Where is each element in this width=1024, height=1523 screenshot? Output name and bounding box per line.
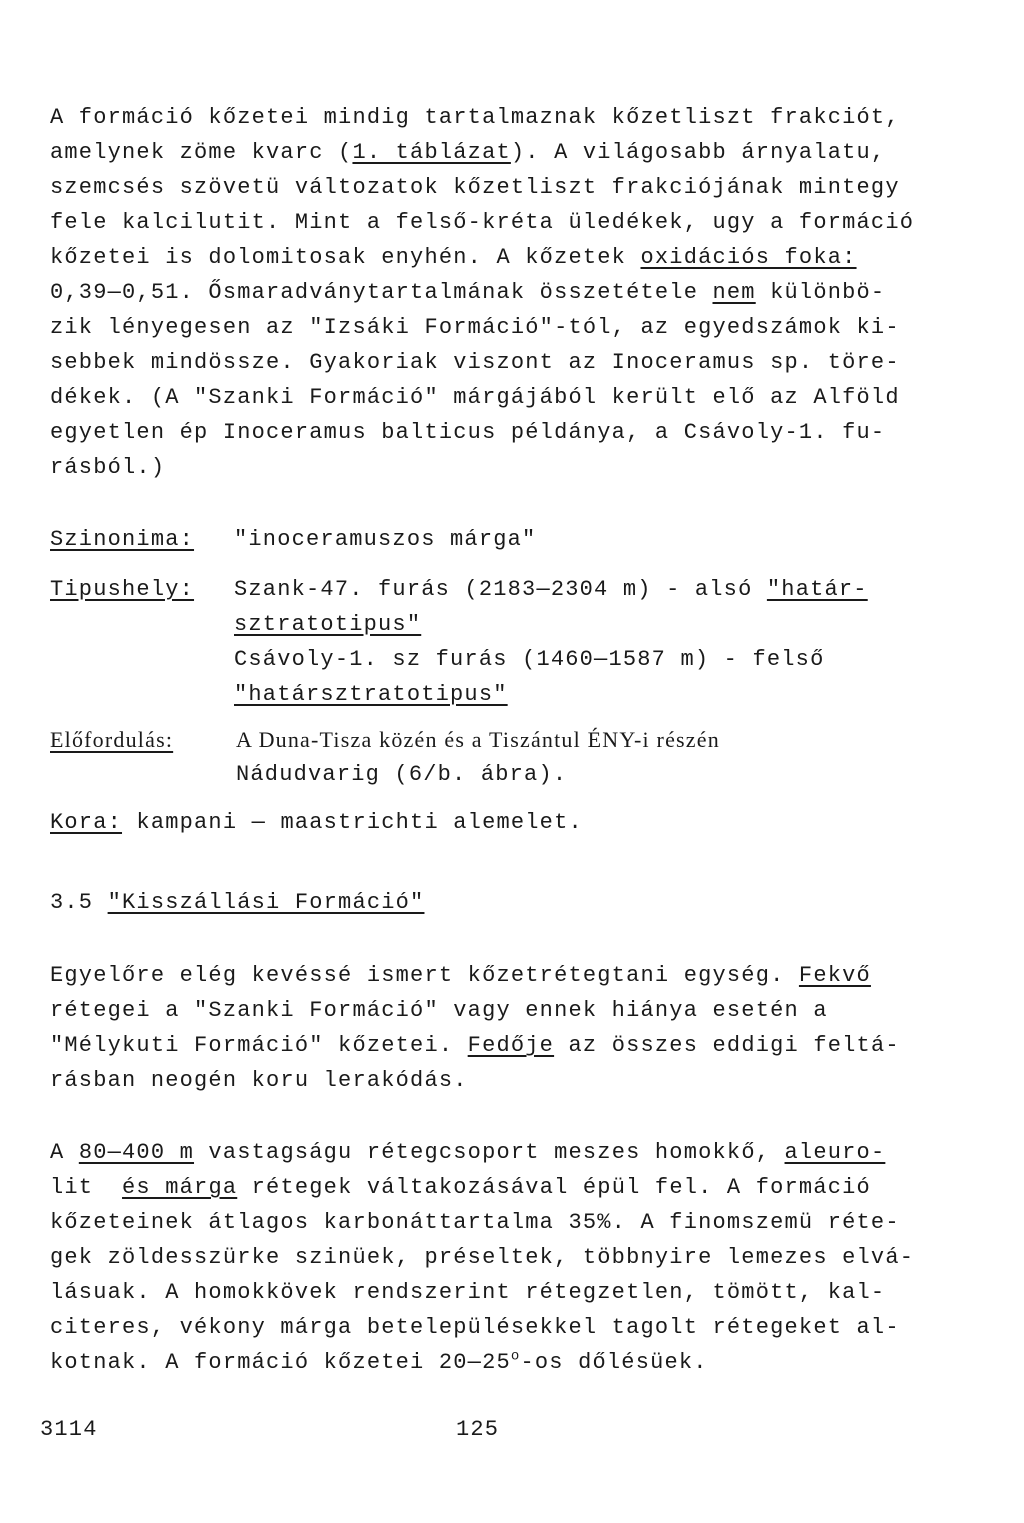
oxidation-degree-label: oxidációs foka:	[640, 245, 857, 270]
text-line: lit és márga rétegek váltakozásával épül fel. A formáció	[50, 1175, 871, 1200]
type-locality-line: Szank-47. furás (2183—2304 m) - alsó "határ-	[234, 577, 868, 602]
paragraph-formation-rocks	[50, 100, 920, 485]
table-reference: 1. táblázat	[352, 140, 511, 165]
text-line: A formáció kőzetei mindig tartalmaznak kőzetliszt frakciót,	[50, 105, 900, 130]
section-number: 3.5	[50, 890, 108, 915]
footer-code: 3114	[40, 1417, 98, 1442]
text-line: kőzeteinek átlagos karbonáttartalma 35%. A finomszemü réte-	[50, 1210, 900, 1235]
synonym-value: "inoceramuszos márga"	[234, 527, 537, 552]
text-line: szemcsés szövetü változatok kőzetliszt frakciójának mintegy	[50, 175, 900, 200]
text-line: rásból.)	[50, 455, 166, 480]
text-line: rétegei a "Szanki Formáció" vagy ennek hiánya esetén a	[50, 998, 828, 1023]
text-line: kotnak. A formáció kőzetei 20—25$^o$-os dőlésüek.	[50, 1348, 708, 1375]
occurrence-line: A Duna-Tisza közén és a Tiszántul ÉNY-i részén	[236, 727, 720, 752]
text-line: gek zöldesszürke szinüek, préseltek, többnyire lemezes elvá-	[50, 1245, 915, 1270]
emphasis-nem: nem	[712, 280, 756, 305]
text-line: egyetlen ép Inoceramus balticus példánya, a Csávoly-1. fu-	[50, 420, 886, 445]
paragraph-kisszallas-intro	[50, 958, 920, 1098]
text-line: kőzetei is dolomitosak enyhén. A kőzetek oxidációs foka:	[50, 245, 857, 270]
age-value: kampani — maastrichti alemelet.	[122, 810, 583, 835]
text-line: lásuak. A homokkövek rendszerint rétegzetlen, tömött, kal-	[50, 1280, 886, 1305]
section-title: "Kisszállási Formáció"	[107, 890, 425, 915]
text-line: sebbek mindössze. Gyakoriak viszont az Inoceramus sp. töre-	[50, 350, 900, 375]
type-locality-line: sztratotipus"	[234, 612, 422, 637]
text-line: citeres, vékony márga betelepülésekkel tagolt rétegeket al-	[50, 1315, 900, 1340]
text-line: "Mélykuti Formáció" kőzetei. Fedője az összes eddigi feltá-	[50, 1033, 900, 1058]
text-line: rásban neogén koru lerakódás.	[50, 1068, 468, 1093]
text-line: amelynek zöme kvarc (1. táblázat). A világosabb árnyalatu,	[50, 140, 886, 165]
section-heading	[50, 885, 424, 920]
occurrence-label: Előfordulás:	[50, 727, 174, 752]
text-line: dékek. (A "Szanki Formáció" márgájából került elő az Alföld	[50, 385, 900, 410]
age-label: Kora:	[50, 810, 123, 835]
text-line: zik lényegesen az "Izsáki Formáció"-tól, az egyedszámok ki-	[50, 315, 900, 340]
synonym-label: Szinonima:	[50, 527, 195, 552]
type-locality-label: Tipushely:	[50, 577, 195, 602]
paragraph-kisszallas-lithology	[50, 1135, 920, 1380]
occurrence-line: Nádudvarig (6/b. ábra).	[236, 762, 568, 787]
type-locality-line: Csávoly-1. sz furás (1460—1587 m) - felső	[234, 647, 825, 672]
text-line: Egyelőre elég kevéssé ismert kőzetrétegtani egység. Fekvő	[50, 963, 871, 988]
text-line: fele kalcilutit. Mint a felső-kréta üledékek, ugy a formáció	[50, 210, 915, 235]
age-line	[50, 805, 583, 840]
text-line: 0,39—0,51. Ősmaradványtartalmának összetétele nem különbö-	[50, 280, 886, 305]
page-number: 125	[456, 1417, 500, 1442]
type-locality-line: "határsztratotipus"	[234, 682, 508, 707]
text-line: A 80—400 m vastagságu rétegcsoport meszes homokkő, aleuro-	[50, 1140, 886, 1165]
